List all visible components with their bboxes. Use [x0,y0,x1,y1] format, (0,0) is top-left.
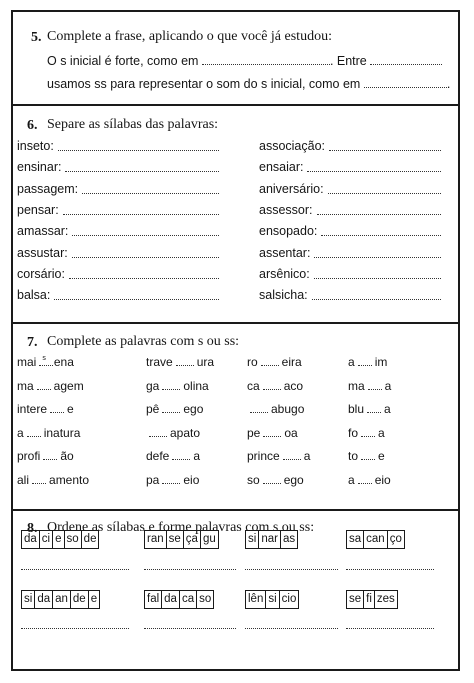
q7-prefix: trave [146,355,173,369]
q6-answer-line[interactable] [314,246,441,258]
q7-title: Complete as palavras com s ou ss: [47,334,240,349]
q7-prefix: a [348,355,355,369]
q8-syllable: ça [184,531,201,548]
q6-answer-line[interactable] [58,139,219,151]
q8-syllable: de [83,533,97,545]
q7-suffix: eio [374,472,391,487]
q7-item [348,379,391,393]
q7-item [17,355,74,369]
q6-number: 6. [27,118,38,133]
q8-syllable: as [282,533,296,545]
q8-syllable: da [35,591,53,608]
q6-item [259,203,441,217]
q6-word: assentar: [259,245,311,260]
q7-suffix: ego [283,472,304,487]
q8-answer-line[interactable] [245,628,338,629]
q7-prefix: to [348,449,359,463]
q8-syllable: fal [145,591,162,608]
q8-syllable: da [162,591,180,608]
q7-item [247,355,302,369]
q6-answer-line[interactable] [63,203,219,215]
q7-item [247,379,303,393]
q8-syllable-group [144,530,219,549]
q7-prefix: ma [348,378,365,393]
q7-prefix: mai [17,355,37,369]
q5-number: 5. [31,30,42,45]
q6-item [259,267,441,281]
q6-word: assessor: [259,202,313,217]
q7-item [146,355,214,369]
q8-answer-line[interactable] [144,628,236,629]
q7-suffix: olina [183,378,209,393]
q7-item [146,449,200,463]
q8-syllable-group [21,590,100,609]
q7-blank[interactable] [162,474,180,484]
q7-blank[interactable] [176,356,194,366]
q7-suffix: apato [170,425,201,440]
q7-item [348,426,385,440]
q7-prefix: fo [348,425,359,440]
q7-blank[interactable] [37,380,51,390]
q6-word: ensaiar: [259,160,304,175]
q7-suffix: agem [53,378,84,393]
q6-item [17,246,219,260]
q8-syllable-group [346,530,405,549]
q6-item [259,182,441,196]
q5-line-1-text-b: . Entre [329,54,367,68]
q8-answer-line[interactable] [144,569,236,570]
q7-suffix: a [384,402,391,416]
q7-item [348,355,387,369]
q7-item [146,379,209,393]
q6-answer-line[interactable] [328,182,441,194]
q7-suffix: eira [281,355,302,369]
q7-blank[interactable] [263,474,281,484]
q7-item [247,449,310,463]
q7-blank[interactable] [367,403,381,413]
q7-prefix: pa [146,472,160,487]
q8-title: Ordene as sílabas e forme palavras com s ou ss: [47,520,315,535]
q6-word: balsa: [17,288,51,303]
q6-item [17,139,219,153]
q8-syllable: si [266,591,279,608]
q7-item [348,473,391,487]
q8-syllable: so [65,531,82,548]
q8-answer-line[interactable] [21,569,129,570]
q7-suffix: im [374,355,388,369]
q5-title: Complete a frase, aplicando o que você já estudou: [47,29,332,44]
q7-item [348,402,391,416]
q8-syllable-group [245,530,298,549]
q7-suffix: inatura [43,425,81,440]
q5-line-2-end: . [446,77,451,91]
q7-blank[interactable] [162,380,180,390]
q8-syllable: zes [376,593,395,605]
q5-line-2 [47,76,450,91]
q7-suffix: ura [196,355,215,369]
q7-blank[interactable] [43,450,57,460]
q8-syllable-group [245,590,299,609]
q7-blank[interactable] [149,427,167,437]
q8-syllable: lên [246,591,266,608]
q7-item [247,402,304,416]
q6-word: inseto: [17,139,54,153]
q8-answer-line[interactable] [346,569,434,570]
q7-blank[interactable] [250,403,268,413]
q7-blank[interactable] [27,427,41,437]
q7-blank[interactable] [162,403,180,413]
q7-suffix: eio [183,472,200,487]
q5-line-2-text: usamos ss para representar o som do s inicial, como em [47,77,361,91]
q6-answer-line[interactable] [314,267,441,279]
q8-syllable: ço [389,533,402,545]
divider [13,322,458,324]
q7-item [146,473,199,487]
q8-syllable-group [346,590,398,609]
q7-prefix: defe [146,449,170,463]
q8-syllable: e [53,531,64,548]
q7-item [17,402,74,416]
q7-blank[interactable] [361,450,375,460]
q7-suffix: ão [60,449,74,463]
q8-syllable: se [167,531,184,548]
q5-blank-1[interactable] [202,53,330,65]
q7-prefix: ga [146,378,160,393]
q5-line-1-text: O s inicial é forte, como em [47,54,199,68]
q7-suffix: aco [283,378,304,393]
q8-syllable: an [53,591,71,608]
q8-answer-line[interactable] [245,569,338,570]
q8-syllable-group [144,590,214,609]
q8-number: 8. [27,521,38,536]
q8-syllable: ci [40,531,53,548]
q6-answer-line[interactable] [82,182,219,194]
q5-line-1 [47,53,442,68]
q7-item [247,473,304,487]
q8-syllable: se [347,591,364,608]
q6-word: passagem: [17,181,79,196]
q8-syllable: nar [259,531,281,548]
worksheet-page [11,10,460,671]
q7-suffix: e [378,449,385,463]
q8-syllable: can [364,531,388,548]
q8-syllable: cio [281,593,297,605]
q7-number: 7. [27,335,38,350]
q7-item [348,449,385,463]
q8-syllable: si [246,531,259,548]
q6-word: associação: [259,139,326,153]
q8-syllable: e [90,593,98,605]
q6-answer-line[interactable] [65,160,219,172]
q7-item [17,426,80,440]
q6-item [259,246,441,260]
q7-prefix: so [247,472,260,487]
q7-item [146,426,200,440]
q7-suffix: abugo [271,402,305,416]
q6-item [259,288,441,302]
q7-suffix: amento [49,472,90,487]
q6-word: ensinar: [17,160,62,175]
q6-item [259,160,441,174]
q7-blank[interactable] [358,356,372,366]
q7-prefix: pe [247,425,261,440]
q8-answer-line[interactable] [346,628,434,629]
q6-item [17,267,219,281]
q7-blank[interactable] [368,380,382,390]
q7-prefix: a [17,425,24,440]
q7-prefix: ca [247,378,260,393]
q7-example-mark: s [42,355,46,362]
q7-prefix: intere [17,402,48,416]
q8-syllable: gu [202,533,216,545]
q6-answer-line[interactable] [72,224,219,236]
q7-prefix: pê [146,402,160,416]
q8-syllable: da [22,531,40,548]
q7-suffix: a [378,425,385,440]
q6-word: salsicha: [259,288,308,303]
q7-prefix: blu [348,402,365,416]
q7-suffix: e [67,402,74,416]
q8-syllable: so [199,593,212,605]
q6-item [17,182,219,196]
q8-syllable: ca [180,591,197,608]
q7-prefix: ma [17,378,34,393]
q7-blank[interactable] [172,450,190,460]
q7-blank[interactable] [32,474,46,484]
q7-blank[interactable] [263,427,281,437]
q5-blank-2[interactable] [370,53,442,65]
q8-answer-line[interactable] [21,628,129,629]
q7-item [17,473,89,487]
q6-answer-line[interactable] [321,224,441,236]
q7-suffix: a [193,449,201,463]
q7-item [17,379,84,393]
q7-blank[interactable] [283,450,301,460]
q6-word: arsênico: [259,266,310,281]
q6-answer-line[interactable] [54,288,219,300]
q7-suffix: a [303,449,311,463]
q8-syllable: sa [347,531,364,548]
q6-item [17,160,219,174]
q7-prefix: ro [247,355,258,369]
q7-blank[interactable] [361,427,375,437]
q7-item [17,449,74,463]
q7-prefix: a [348,472,355,487]
q7-suffix: ego [183,402,204,416]
q8-syllable: de [71,591,89,608]
divider [13,104,458,106]
divider [13,509,458,511]
q6-item [17,203,219,217]
q7-blank[interactable] [261,356,279,366]
q6-answer-line[interactable] [72,246,219,258]
q7-blank[interactable] [358,474,372,484]
q6-word: ensopado: [259,224,318,239]
q7-blank[interactable] [263,380,281,390]
q6-word: pensar: [17,202,59,217]
q7-prefix: profi [17,449,41,463]
q6-word: assustar: [17,245,68,260]
q7-item [247,426,298,440]
q6-item [17,224,219,238]
q6-title: Separe as sílabas das palavras: [47,117,219,132]
q5-blank-3[interactable] [364,76,447,88]
q6-item [259,139,441,153]
q6-answer-line[interactable] [69,267,219,279]
q6-answer-line[interactable] [312,288,441,300]
q6-answer-line[interactable] [317,203,442,215]
q6-item [17,288,219,302]
q6-word: corsário: [17,266,65,281]
q7-blank[interactable] [50,403,64,413]
q6-answer-line[interactable] [307,160,441,172]
q7-prefix: ali [17,472,30,487]
q6-word: aniversário: [259,181,324,196]
q7-suffix: a [384,378,392,393]
q7-item [146,402,203,416]
q8-syllable: si [22,591,35,608]
q8-syllable-group [21,530,99,549]
q7-suffix: ena [53,355,74,369]
q6-item [259,224,441,238]
q8-syllable: fi [364,591,375,608]
q6-answer-line[interactable] [329,139,441,151]
q6-word: amassar: [17,224,69,239]
q8-syllable: ran [145,531,167,548]
q7-prefix: prince [247,449,280,463]
q7-suffix: oa [284,425,298,440]
